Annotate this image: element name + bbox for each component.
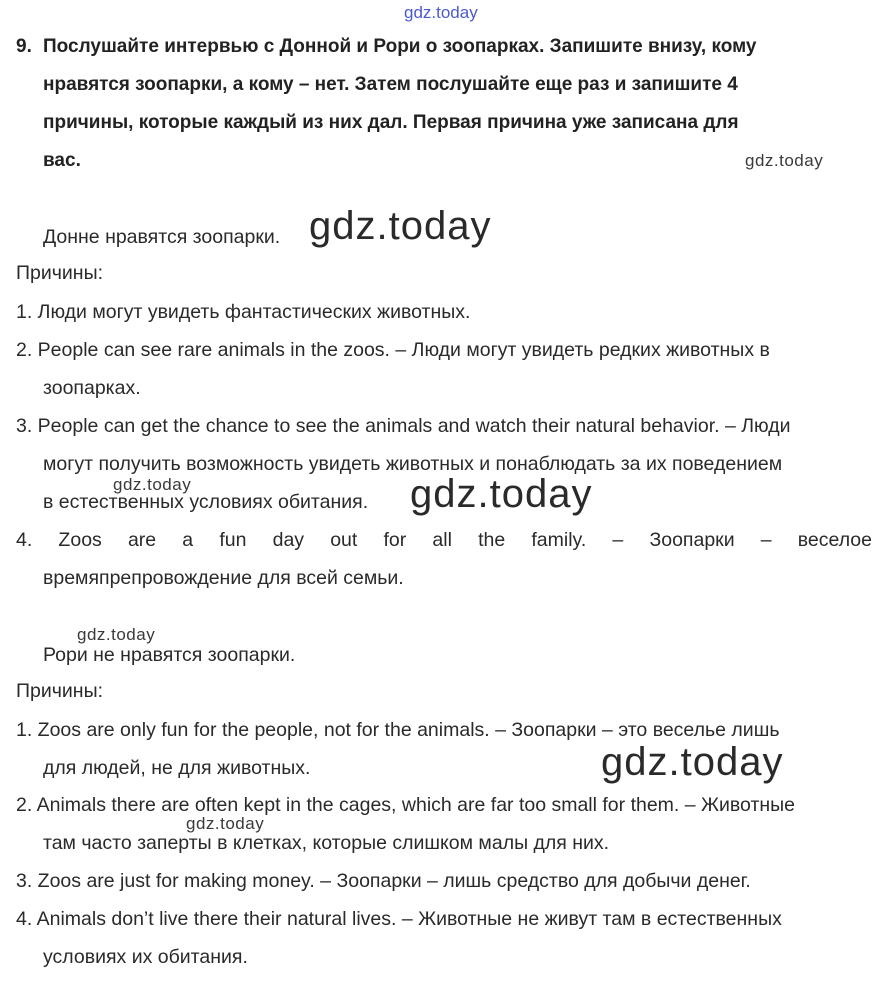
- donna-reason-2-cont: зоопарках.: [43, 377, 141, 399]
- donna-reason-4: 4. Zoos are a fun day out for all the family. – Зоопарки – веселое: [16, 529, 872, 551]
- donna-reason-4-cont: времяпрепровождение для всей семьи.: [43, 567, 404, 589]
- rory-reason-1: 1. Zoos are only fun for the people, not for the animals. – Зоопарки – это веселье лишь: [16, 719, 780, 741]
- watermark: gdz.today: [186, 814, 265, 833]
- rory-reason-2-cont: там часто заперты в клетках, которые слишком малы для них.: [43, 832, 610, 854]
- donna-heading: Донне нравятся зоопарки.: [43, 226, 281, 248]
- donna-reason-3-cont-2: в естественных условиях обитания.: [43, 491, 369, 513]
- task-line-3: причины, которые каждый из них дал. Первая причина уже записана для: [43, 112, 739, 133]
- rory-reason-4: 4. Animals don’t live there their natural lives. – Животные не живут там в естественных: [16, 908, 782, 930]
- donna-reason-3: 3. People can get the chance to see the animals and watch their natural behavior. – Люди: [16, 415, 791, 437]
- watermark: gdz.today: [77, 625, 156, 644]
- donna-reasons-label: Причины:: [16, 262, 104, 284]
- rory-reason-4-cont: условиях их обитания.: [43, 946, 248, 968]
- watermark: gdz.today: [410, 472, 593, 516]
- task-line-1: Послушайте интервью с Донной и Рори о зоопарках. Запишите внизу, кому: [43, 36, 757, 57]
- donna-reason-1: 1. Люди могут увидеть фантастических животных.: [16, 301, 471, 323]
- rory-reasons-label: Причины:: [16, 680, 104, 702]
- rory-heading: Рори не нравятся зоопарки.: [43, 644, 296, 666]
- rory-reason-3: 3. Zoos are just for making money. – Зоопарки – лишь средство для добычи денег.: [16, 870, 751, 892]
- watermark: gdz.today: [113, 475, 192, 494]
- rory-reason-2: 2. Animals there are often kept in the cages, which are far too small for them. – Животные: [16, 794, 796, 816]
- watermark-top: gdz.today: [404, 3, 478, 22]
- watermark: gdz.today: [745, 151, 824, 170]
- task-line-2: нравятся зоопарки, а кому – нет. Затем послушайте еще раз и запишите 4: [43, 74, 738, 95]
- watermark: gdz.today: [309, 204, 492, 248]
- donna-reason-2: 2. People can see rare animals in the zoos. – Люди могут увидеть редких животных в: [16, 339, 770, 361]
- task-number: 9.: [16, 36, 32, 57]
- rory-reason-1-cont: для людей, не для животных.: [43, 757, 311, 779]
- task-line-4: вас.: [43, 150, 81, 171]
- donna-reason-3-cont: могут получить возможность увидеть животных и понаблюдать за их поведением: [43, 453, 783, 475]
- watermark: gdz.today: [601, 740, 784, 784]
